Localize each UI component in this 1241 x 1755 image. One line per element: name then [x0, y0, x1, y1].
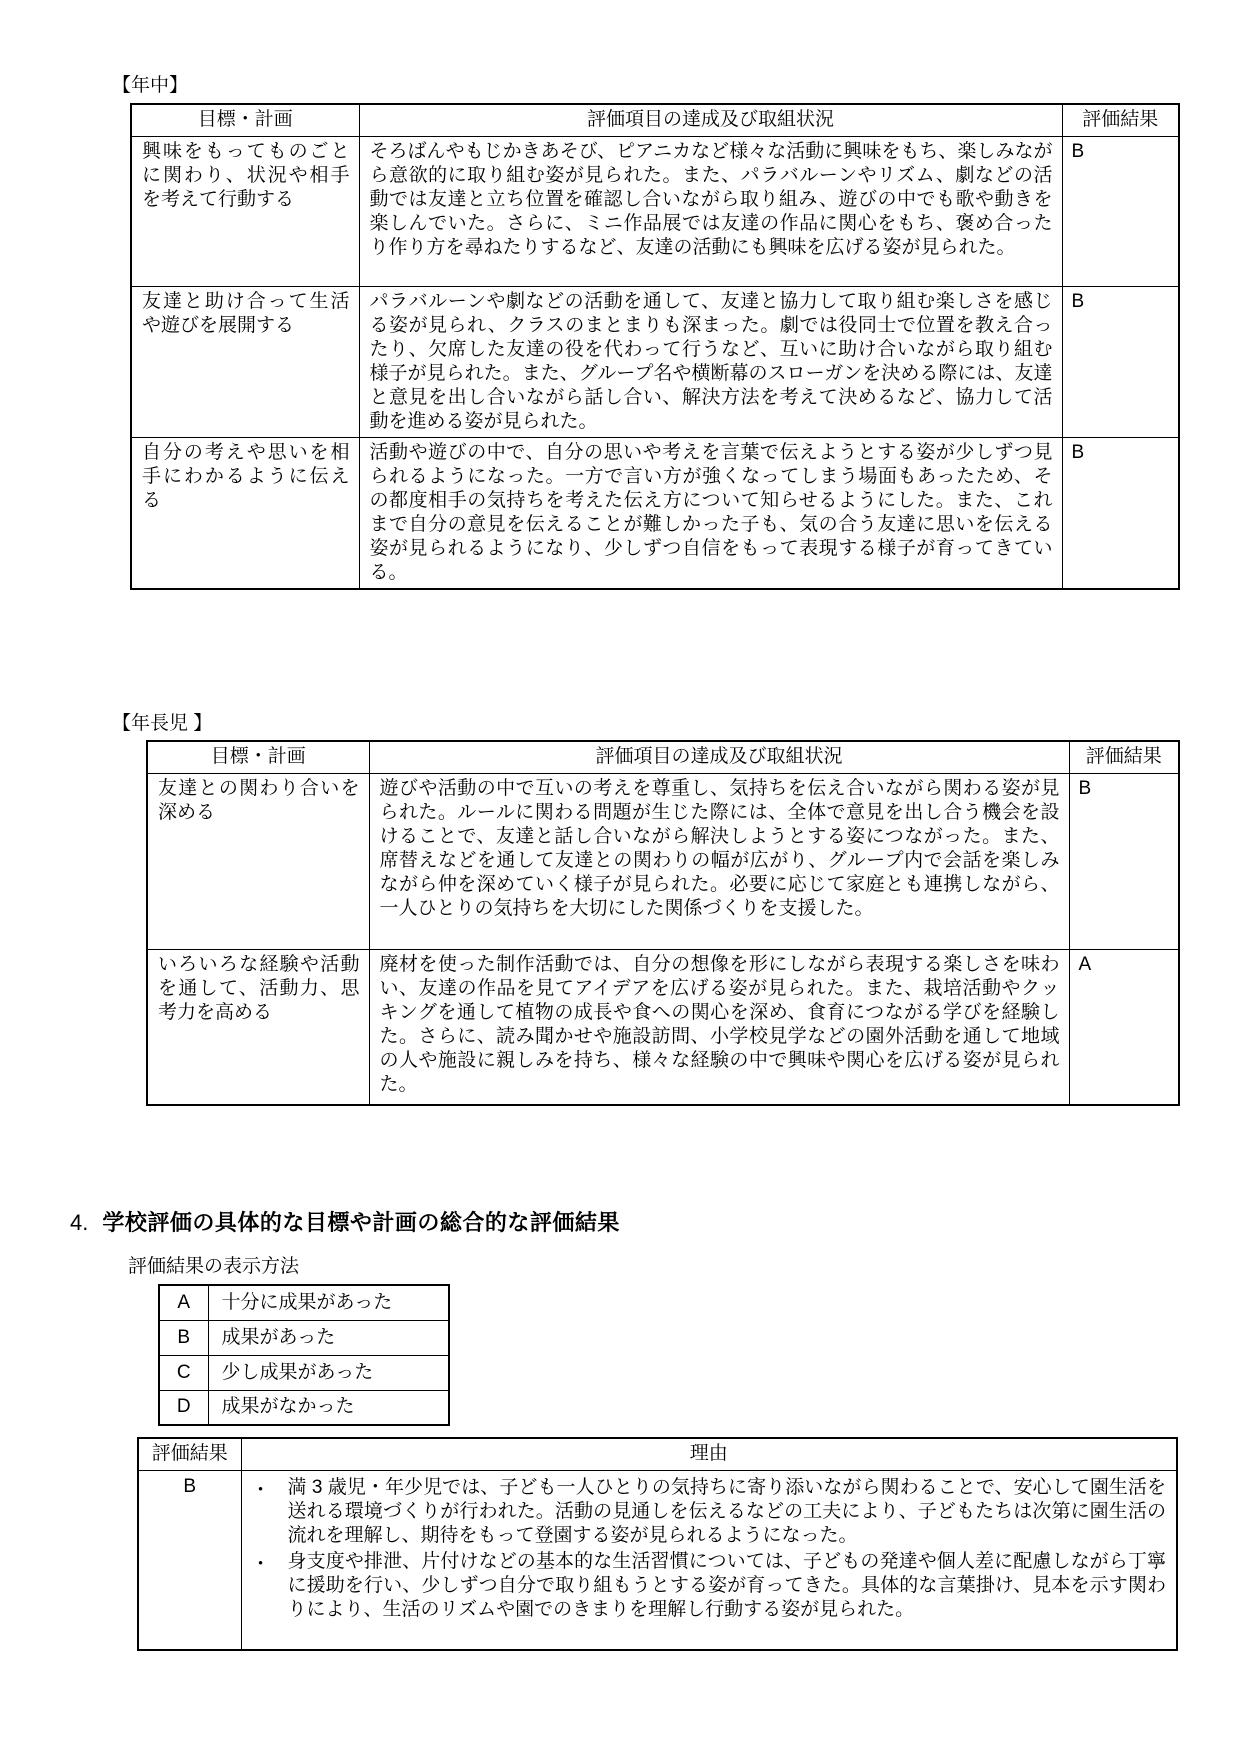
rating-key-table	[158, 1284, 450, 1426]
reason-text: 満 3 歳児・年少児では、子ども一人ひとりの気持ちに寄り添いながら関わることで、安心して園生活を送れる環境づくりが行われた。活動の見通しを伝えるなどの工夫により、子どもたちは次第に園生活の流れを理解し、期待をもって登園する姿が見られるようになった。	[287, 1476, 1166, 1546]
col-header-status: 評価項目の達成及び取組状況	[359, 104, 1062, 136]
reason-item	[248, 1549, 1169, 1623]
status-cell: そろばんやもじかきあそび、ピアニカなど様々な活動に興味をもち、楽しみながら意欲的に取り組む姿が見られた。また、パラバルーンやリズム、劇などの活動では友達と立ち位置を確認し合いながら取り組み、遊びの中でも歌や動きを楽しんでいた。さらに、ミニ作品展では友達の作品に関心をもち、褒め合ったり作り方を尋ねたりするなど、友達の活動にも興味を広げる姿が見られた。	[359, 136, 1062, 286]
grade-label-cell: 成果があった	[208, 1320, 449, 1355]
rating-key-row	[159, 1285, 449, 1320]
rating-key-row	[159, 1320, 449, 1355]
grade-label-cell: 十分に成果があった	[208, 1285, 449, 1320]
table-row	[147, 949, 1179, 1105]
section4-heading	[70, 1209, 620, 1237]
col-header-result: 評価結果	[1062, 104, 1179, 136]
grade-label-cell: 少し成果があった	[208, 1355, 449, 1390]
result-cell: B	[1062, 136, 1179, 286]
reason-text: 身支度や排泄、片付けなどの基本的な生活習慣については、子どもの発達や個人差に配慮しながら丁寧に援助を行い、少しずつ自分で取り組もうとする姿が育ってきた。具体的な言葉掛け、見本を示す関わりにより、生活のリズムや園でのきまりを理解し行動する姿が見られた。	[287, 1550, 1166, 1620]
grade-cell: D	[159, 1390, 208, 1425]
goal-cell: 自分の考えや思いを相手にわかるように伝える	[131, 437, 359, 589]
grade-label-cell: 成果がなかった	[208, 1390, 449, 1425]
grade-cell: C	[159, 1355, 208, 1390]
col-header-goal: 目標・計画	[147, 741, 369, 773]
reason-item	[248, 1475, 1169, 1549]
col-header-reason: 理由	[241, 1438, 1177, 1470]
col-header-status: 評価項目の達成及び取組状況	[369, 741, 1069, 773]
status-cell: 遊びや活動の中で互いの考えを尊重し、気持ちを伝え合いながら関わる姿が見られた。ルールに関わる問題が生じた際には、全体で意見を出し合う機会を設けることで、友達と話し合いながら解決しようとする姿につながった。また、席替えなどを通して友達との関わりの幅が広がり、グループ内で会話を楽しみながら仲を深めていく様子が見られた。必要に応じて家庭とも連携しながら、一人ひとりの気持ちを大切にした関係づくりを支援した。	[369, 773, 1069, 949]
result-cell: B	[1069, 773, 1179, 949]
rating-key-caption: 評価結果の表示方法	[128, 1256, 300, 1277]
grade-cell: A	[159, 1285, 208, 1320]
table-row	[147, 773, 1179, 949]
goal-cell: 友達と助け合って生活や遊びを展開する	[131, 286, 359, 437]
rating-key-row	[159, 1355, 449, 1390]
nenchu-table	[130, 103, 1180, 590]
table-row	[131, 437, 1179, 589]
result-cell: B	[1062, 437, 1179, 589]
result-cell: A	[1069, 949, 1179, 1105]
table-header-row	[131, 104, 1179, 136]
bullet-icon: •	[258, 1480, 263, 1496]
col-header-result: 評価結果	[138, 1438, 241, 1470]
table-header-row	[138, 1438, 1177, 1470]
overall-reason-cell	[241, 1470, 1177, 1650]
rating-key-row	[159, 1390, 449, 1425]
section4-title: 学校評価の具体的な目標や計画の総合的な評価結果	[102, 1210, 620, 1235]
table-row	[131, 136, 1179, 286]
goal-cell: 友達との関わり合いを深める	[147, 773, 369, 949]
table-row	[138, 1470, 1177, 1650]
status-cell: 廃材を使った制作活動では、自分の想像を形にしながら表現する楽しさを味わい、友達の作品を見てアイデアを広げる姿が見られた。また、栽培活動やクッキングを通して植物の成長や食への関心を深め、食育につながる学びを経験した。さらに、読み聞かせや施設訪問、小学校見学などの園外活動を通して地域の人や施設に親しみを持ち、様々な経験の中で興味や関心を広げる姿が見られた。	[369, 949, 1069, 1105]
nencho-table	[146, 740, 1180, 1106]
col-header-result: 評価結果	[1069, 741, 1179, 773]
overall-result-cell: B	[138, 1470, 241, 1650]
table-row	[131, 286, 1179, 437]
table-header-row	[147, 741, 1179, 773]
nencho-heading: 【年長児 】	[112, 713, 213, 734]
section4-number: 4.	[70, 1210, 89, 1235]
goal-cell: 興味をもってものごとに関わり、状況や相手を考えて行動する	[131, 136, 359, 286]
status-cell: パラバルーンや劇などの活動を通して、友達と協力して取り組む楽しさを感じる姿が見られ、クラスのまとまりも深まった。劇では役同士で位置を教え合ったり、欠席した友達の役を代わって行うなど、互いに助け合いながら取り組む様子が見られた。また、グループ名や横断幕のスローガンを決める際には、友達と意見を出し合いながら話し合い、解決方法を考えて決めるなど、協力して活動を進める姿が見られた。	[359, 286, 1062, 437]
overall-result-table	[137, 1437, 1178, 1651]
goal-cell: いろいろな経験や活動を通して、活動力、思考力を高める	[147, 949, 369, 1105]
grade-cell: B	[159, 1320, 208, 1355]
bullet-icon: •	[258, 1554, 263, 1570]
result-cell: B	[1062, 286, 1179, 437]
nenchu-heading: 【年中】	[112, 75, 189, 96]
status-cell: 活動や遊びの中で、自分の思いや考えを言葉で伝えようとする姿が少しずつ見られるようになった。一方で言い方が強くなってしまう場面もあったため、その都度相手の気持ちを考えた伝え方について知らせるようにした。また、これまで自分の意見を伝えることが難しかった子も、気の合う友達に思いを伝える姿が見られるようになり、少しずつ自信をもって表現する様子が育ってきている。	[359, 437, 1062, 589]
col-header-goal: 目標・計画	[131, 104, 359, 136]
